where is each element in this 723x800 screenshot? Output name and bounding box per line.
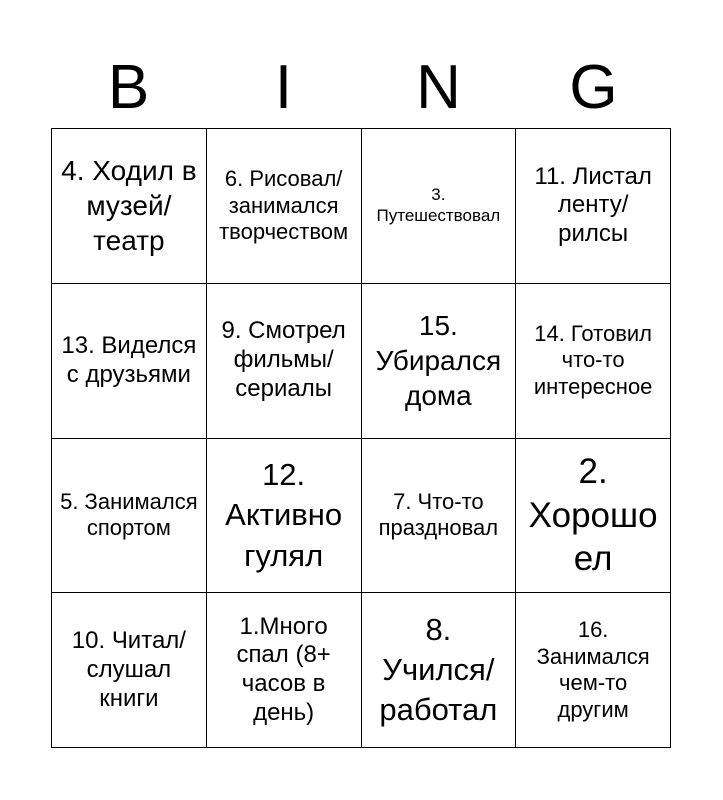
bingo-cell-label: 11. Листал ленту/ рилсы [534,162,652,248]
bingo-cell-label: 2. Хорошо ел [528,451,658,579]
bingo-cell-label: 5. Занимался спортом [60,488,198,541]
bingo-cell[interactable] [207,593,362,748]
bingo-cell-label: 14. Готовил что-то интересное [533,321,653,399]
bingo-cell[interactable] [207,284,362,439]
bingo-cell[interactable] [52,284,207,439]
bingo-cell[interactable] [52,593,207,748]
bingo-cell[interactable] [362,593,517,748]
bingo-cell-label: 10. Читал/ слушал книги [71,626,186,712]
bingo-cell[interactable] [362,284,517,439]
header-letter-b: B [107,53,150,122]
header-letter-n: N [416,53,461,122]
bingo-cell-label: 4. Ходил в музей/ театр [61,155,197,257]
bingo-cell[interactable] [516,129,671,284]
bingo-cell[interactable] [362,129,517,284]
bingo-cell[interactable] [52,439,207,594]
bingo-cell-label: 16. Занимался чем-то другим [536,617,650,722]
bingo-cell-label: 8. Учился/ работал [379,611,498,728]
bingo-cell[interactable] [207,439,362,594]
bingo-cell[interactable] [362,439,517,594]
bingo-header [51,48,671,128]
bingo-cell[interactable] [516,284,671,439]
bingo-cell-label: 9. Смотрел фильмы/ сериалы [221,317,346,403]
bingo-cell[interactable] [516,593,671,748]
header-letter-g: G [569,53,618,122]
bingo-cell[interactable] [516,439,671,594]
bingo-cell-label: 7. Что-то праздновал [378,488,499,541]
bingo-cell-label: 3. Путешествовал [376,185,501,225]
bingo-cell-label: 12. Активно гулял [225,456,343,573]
bingo-cell[interactable] [207,129,362,284]
header-letter-i: I [274,53,293,122]
bingo-cell[interactable] [52,129,207,284]
bingo-cell-label: 6. Рисовал/ занимался творчеством [219,166,349,245]
bingo-cell-label: 1.Много спал (8+ часов в день) [236,612,331,726]
bingo-cell-label: 15. Убирался дома [375,310,502,412]
bingo-cell-label: 13. Виделся с друзьями [61,331,197,388]
bingo-grid [51,128,671,748]
